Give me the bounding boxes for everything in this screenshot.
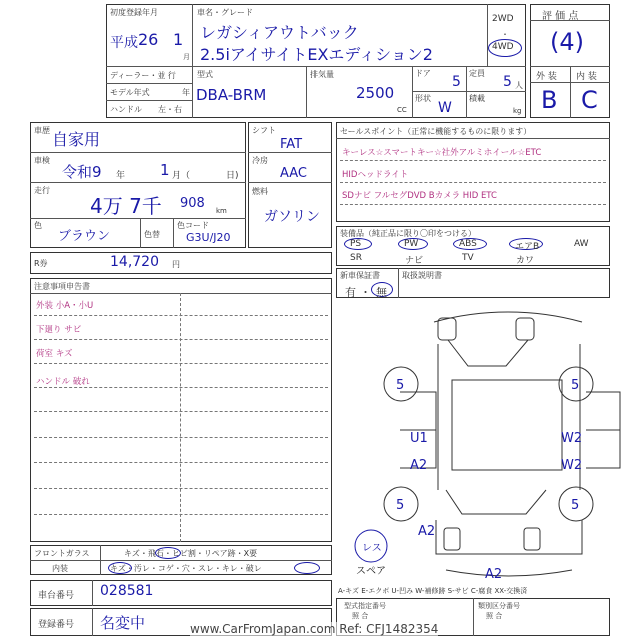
roof (452, 380, 562, 470)
exterior-label: 外 装 (536, 72, 557, 82)
windshield-options: キズ・飛石・ヒビ割・リペア跡・X要 (124, 549, 258, 558)
inspection-year-suffix: 年 (116, 171, 126, 181)
mark-rl: 5 (396, 498, 405, 513)
equip-airbag: エアB (515, 242, 540, 252)
rear-body (436, 520, 582, 554)
watermark: www.CarFromJapan.com Ref: CFJ1482354 (190, 622, 439, 636)
grade: 2.5iアイサイトEXエディション2 (200, 45, 433, 64)
damage-legend: A-キズ E-エクボ U-凹み W-補修跡 S-サビ C-腐食 XX-交換済 (338, 587, 528, 595)
rear-window (446, 490, 546, 514)
mark-rear-left-quarter: A2 (418, 524, 436, 539)
front-left-light (438, 318, 456, 340)
model-year-label: モデル年式 (110, 88, 150, 97)
recycle-value: 14,720 (110, 254, 159, 270)
verify-label-2: 照 合 (486, 612, 503, 620)
reg-label: 車歴 (34, 126, 50, 135)
note-line-3: 荷室 キズ (36, 349, 73, 359)
rear-left-light (444, 528, 460, 550)
interior-label-row: 内装 (52, 564, 68, 573)
spare-caption: スペア (356, 566, 386, 577)
month-small: 月 (183, 53, 190, 61)
shape-label: 形状 (415, 94, 431, 103)
warranty-label: 新車保証書 (340, 271, 380, 280)
reg-num-label: 登録番号 (38, 620, 75, 630)
first-reg-label: 初度登録年月 (110, 8, 158, 17)
handle-label: ハンドル (110, 105, 142, 114)
mark-left-rear-door: A2 (410, 458, 428, 473)
equipment-title: 装備品（純正品に限り〇印をつける） (340, 229, 476, 238)
warranty-no: 無 (376, 286, 387, 299)
displacement: 2500 (356, 84, 395, 102)
year-small: 年 (182, 88, 190, 97)
inspection-month-suffix: 月（ (172, 171, 191, 181)
mark-rear-bumper: A2 (485, 567, 503, 582)
inspection-day-suffix: 日) (226, 171, 239, 181)
equip-abs: ABS (459, 239, 477, 249)
km-unit: km (216, 207, 227, 215)
model-label: 型式 (197, 70, 213, 79)
notes-title: 注意事項申告書 (34, 282, 90, 291)
chassis-label: 車台番号 (38, 591, 75, 601)
displacement-label: 排気量 (310, 70, 334, 79)
mark-rr: 5 (571, 498, 580, 513)
equip-tv: TV (462, 253, 474, 263)
hood (448, 340, 528, 366)
equip-aw: AW (574, 239, 589, 249)
equip-navi: ナビ (405, 256, 424, 266)
doors-label: ドア (415, 69, 431, 78)
reg-num-value: 名変中 (100, 614, 146, 632)
reg-value: 自家用 (52, 130, 101, 149)
model-designation-label: 型式指定番号 (344, 602, 386, 610)
sales-points-title: セールスポイント（正常に機能するものに限ります） (340, 127, 532, 136)
verify-label-1: 照 合 (352, 612, 369, 620)
class-label: 類別区分番号 (478, 602, 520, 610)
color-change-label: 色替 (144, 230, 160, 239)
load-unit: kg (513, 107, 522, 115)
mileage-exact: 908 (180, 196, 205, 211)
interior-label: 内 装 (576, 72, 597, 82)
drive-separator: ・ (501, 30, 509, 39)
warranty-separator: ・ (360, 286, 371, 299)
grade-score: (4) (550, 28, 584, 56)
interior-options: キズ・汚レ・コゲ・穴・スレ・キレ・破レ (110, 564, 262, 573)
sales-point-line-2: HIDヘッドライト (342, 170, 409, 180)
manual-label: 取扱説明書 (402, 271, 442, 280)
capacity-label: 定員 (469, 69, 485, 78)
recycle-label: R券 (34, 259, 48, 268)
grade-title: 評 価 点 (542, 11, 579, 22)
color-code: G3U/J20 (186, 231, 231, 244)
inspection-month: 1 (160, 161, 170, 179)
sales-point-line-3: SDナビ フルセグDVD Bカメラ HID ETC (342, 191, 497, 201)
fuel-label: 燃料 (252, 187, 268, 196)
warranty-yes: 有 (345, 286, 356, 299)
drive-2wd: 2WD (492, 14, 514, 24)
inspection-era: 令和9 (62, 163, 102, 181)
era-heisei: 平成 (110, 35, 138, 51)
mark-left-front-door: U1 (410, 431, 428, 446)
equip-leather: カワ (516, 256, 535, 266)
rear-right-light (524, 528, 540, 550)
color-code-label: 色コード (177, 221, 209, 230)
doors: 5 (452, 74, 461, 90)
shape: W (438, 100, 452, 116)
note-line-1: 外装 小A・小U (36, 301, 94, 311)
shift-label: シフト (252, 126, 276, 135)
equip-ps: PS (350, 239, 362, 249)
mark-right-front-door: W2 (561, 431, 583, 446)
car-name-label: 車名・グレード (197, 8, 253, 17)
ac-label: 冷房 (252, 156, 268, 165)
cc-unit: CC (397, 106, 407, 114)
handle-options: 左・右 (158, 105, 182, 114)
car-name: レガシィアウトバック (200, 23, 359, 42)
note-line-2: 下廻り サビ (36, 325, 82, 335)
model-code: DBA-BRM (196, 86, 267, 104)
mark-fr: 5 (571, 378, 580, 393)
shift-value: FAT (280, 137, 303, 152)
fuel-value: ガソリン (264, 209, 320, 225)
dealer-label: ディーラー・並 行 (110, 71, 176, 80)
color-value: ブラウン (58, 229, 111, 244)
yen-unit: 円 (172, 260, 180, 269)
note-line-4: ハンドル 破れ (36, 377, 90, 387)
color-label: 色 (34, 221, 42, 230)
sales-point-line-1: キーレス☆スマートキー☆社外アルミホイール☆ETC (342, 148, 542, 158)
load-label: 積載 (469, 94, 485, 103)
windshield-label: フロントガラス (34, 549, 90, 558)
first-reg-year: 26 (138, 30, 159, 49)
exterior-grade: B (541, 86, 558, 114)
mileage-label: 走行 (34, 186, 50, 195)
capacity: 5 (503, 74, 512, 90)
first-reg-month: 1 (173, 30, 184, 49)
interior-grade: C (581, 86, 598, 114)
spare-less: レス (362, 543, 382, 554)
chassis-value: 028581 (100, 583, 154, 599)
capacity-unit: 人 (515, 81, 523, 90)
rear-bumper (446, 570, 572, 576)
front-right-light (516, 318, 534, 340)
drive-4wd: 4WD (492, 42, 514, 52)
mileage-value: 4万 7千 (90, 194, 162, 218)
body-sides (438, 344, 583, 490)
equip-pw: PW (404, 239, 419, 249)
inspection-label: 車検 (34, 156, 50, 165)
mark-fl: 5 (396, 378, 405, 393)
ac-value: AAC (280, 166, 307, 181)
mark-right-rear-door: W2 (561, 458, 583, 473)
equip-sr: SR (350, 253, 362, 263)
